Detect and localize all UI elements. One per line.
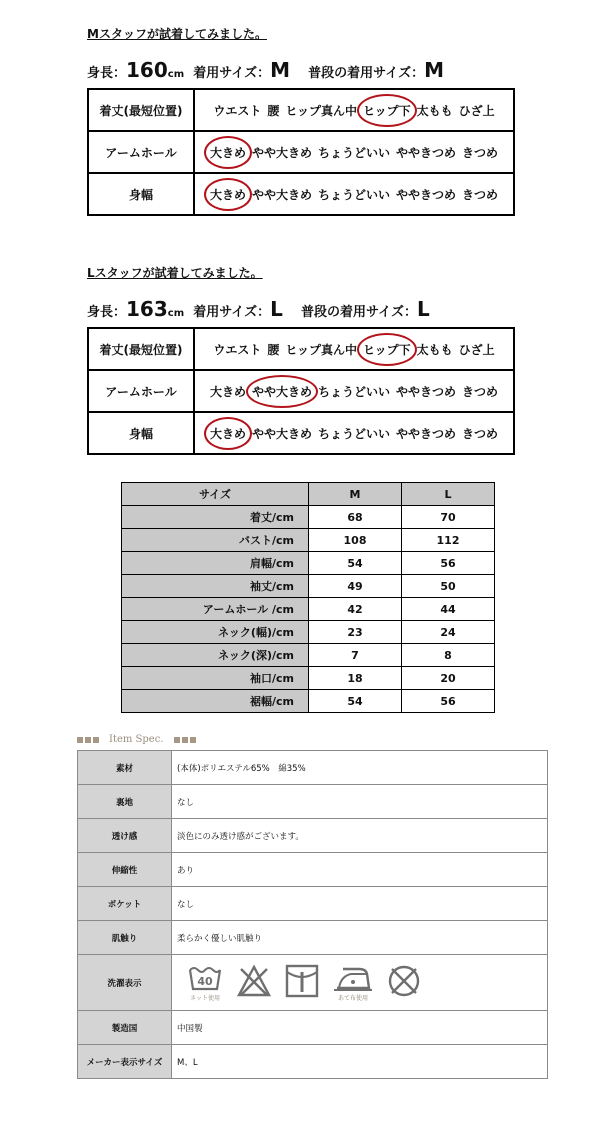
spec-value: なし xyxy=(172,785,548,819)
spec-key: メーカー表示サイズ xyxy=(78,1045,172,1079)
height-label: 身長： xyxy=(87,66,127,81)
fit-option: きつめ xyxy=(462,426,499,441)
item-spec-heading xyxy=(77,734,196,745)
svg-text:40: 40 xyxy=(197,974,213,988)
size-value: L xyxy=(270,297,283,321)
fit-options xyxy=(194,89,514,131)
size-value: 50 xyxy=(402,575,495,598)
fit-option: ウエスト xyxy=(213,342,262,357)
spec-key: 洗濯表示 xyxy=(78,955,172,1011)
options-list xyxy=(195,383,513,400)
size-row xyxy=(122,598,495,621)
size-row-label: ネック(深)/cm xyxy=(122,644,309,667)
spec-value: なし xyxy=(172,887,548,921)
spec-row xyxy=(78,853,548,887)
size-row-label: 着丈/cm xyxy=(122,506,309,529)
no-bleach-icon xyxy=(237,964,271,998)
size-row xyxy=(122,690,495,713)
l-fit-table xyxy=(87,327,515,455)
fit-options xyxy=(194,131,514,173)
fit-row xyxy=(88,412,514,454)
spec-key: 伸縮性 xyxy=(78,853,172,887)
size-header-cell: サイズ xyxy=(122,483,309,506)
size-label: 着用サイズ： xyxy=(193,66,271,81)
spec-key: 製造国 xyxy=(78,1011,172,1045)
spec-row xyxy=(78,785,548,819)
height-unit: cm xyxy=(167,308,185,319)
fit-row xyxy=(88,328,514,370)
fit-option: ややきつめ xyxy=(396,145,457,160)
fit-option: ヒップ真ん中 xyxy=(285,103,357,118)
heading-squares-right xyxy=(174,737,196,743)
size-value: 56 xyxy=(402,690,495,713)
size-label: 着用サイズ： xyxy=(193,305,271,320)
fit-options xyxy=(194,412,514,454)
iron-cloth-icon xyxy=(333,964,373,1002)
spec-row xyxy=(78,1011,548,1045)
fit-options xyxy=(194,173,514,215)
fit-option: 太もも xyxy=(416,103,453,118)
spec-row xyxy=(78,887,548,921)
usual-size-value: M xyxy=(424,58,445,82)
selected-option: 大きめ xyxy=(209,145,246,160)
care-caption: ネット使用 xyxy=(189,994,220,1002)
size-value: 70 xyxy=(402,506,495,529)
spec-row xyxy=(78,955,548,1011)
spec-key: 素材 xyxy=(78,751,172,785)
care-caption: あて布使用 xyxy=(337,994,368,1002)
fit-options xyxy=(194,328,514,370)
fit-row-label: アームホール xyxy=(88,370,194,412)
fit-option: ひざ上 xyxy=(458,342,495,357)
size-value: 23 xyxy=(309,621,402,644)
fit-option: やや大きめ xyxy=(251,426,312,441)
fit-option: ヒップ真ん中 xyxy=(285,342,357,357)
no-dry-clean-icon xyxy=(387,964,421,998)
m-fit-table xyxy=(87,88,515,216)
m-staff-title: Mスタッフが試着してみました。 xyxy=(87,27,267,41)
options-list xyxy=(195,425,513,442)
fit-option: 太もも xyxy=(416,342,453,357)
fit-row-label: 着丈(最短位置) xyxy=(88,89,194,131)
usual-size-label: 普段の着用サイズ： xyxy=(308,66,425,81)
spec-value: あり xyxy=(172,853,548,887)
spec-key: 肌触り xyxy=(78,921,172,955)
size-row xyxy=(122,575,495,598)
size-header-cell: M xyxy=(309,483,402,506)
wash-40-net-icon xyxy=(187,964,223,1002)
size-row-label: ネック(幅)/cm xyxy=(122,621,309,644)
fit-option: ウエスト xyxy=(213,103,262,118)
size-value: M xyxy=(270,58,291,82)
size-value: 112 xyxy=(402,529,495,552)
spec-value: 中国製 xyxy=(172,1011,548,1045)
selected-option: 大きめ xyxy=(209,426,246,441)
spec-row xyxy=(78,1045,548,1079)
height-unit: cm xyxy=(167,69,185,80)
fit-row-label: アームホール xyxy=(88,131,194,173)
size-row xyxy=(122,552,495,575)
options-list xyxy=(195,102,513,119)
size-value: 18 xyxy=(309,667,402,690)
fit-option: ちょうどいい xyxy=(317,426,390,441)
care-icons xyxy=(177,964,547,1002)
size-value: 49 xyxy=(309,575,402,598)
fit-option: ちょうどいい xyxy=(317,187,390,202)
spec-row xyxy=(78,819,548,853)
size-value: 42 xyxy=(309,598,402,621)
fit-options xyxy=(194,370,514,412)
spec-row xyxy=(78,751,548,785)
fit-option: 腰 xyxy=(267,342,280,357)
fit-row xyxy=(88,131,514,173)
size-header-row xyxy=(122,483,495,506)
fit-row-label: 身幅 xyxy=(88,173,194,215)
spec-key: ポケット xyxy=(78,887,172,921)
l-staff-title: Lスタッフが試着してみました。 xyxy=(87,266,263,280)
fit-option: ちょうどいい xyxy=(317,145,390,160)
spec-value: (本体)ポリエステル65% 綿35% xyxy=(172,751,548,785)
selected-option: やや大きめ xyxy=(251,384,312,399)
size-row xyxy=(122,667,495,690)
selected-option: 大きめ xyxy=(209,187,246,202)
size-value: 24 xyxy=(402,621,495,644)
spec-value: 淡色にのみ透け感がございます。 xyxy=(172,819,548,853)
fit-option: きつめ xyxy=(462,145,499,160)
size-value: 44 xyxy=(402,598,495,621)
size-row xyxy=(122,621,495,644)
options-list xyxy=(195,186,513,203)
fit-row xyxy=(88,173,514,215)
size-value: 8 xyxy=(402,644,495,667)
size-row-label: 袖丈/cm xyxy=(122,575,309,598)
spec-value xyxy=(172,955,548,1011)
fit-option: きつめ xyxy=(462,187,499,202)
fit-option: 腰 xyxy=(267,103,280,118)
selected-option: ヒップ下 xyxy=(363,103,411,118)
size-header-cell: L xyxy=(402,483,495,506)
size-value: 20 xyxy=(402,667,495,690)
m-staff-info xyxy=(87,58,444,82)
size-value: 54 xyxy=(309,690,402,713)
height-value: 160 xyxy=(126,58,168,82)
size-row-label: アームホール /cm xyxy=(122,598,309,621)
size-row-label: バスト/cm xyxy=(122,529,309,552)
spec-table xyxy=(77,750,548,1079)
size-value: 56 xyxy=(402,552,495,575)
fit-row-label: 身幅 xyxy=(88,412,194,454)
size-row xyxy=(122,506,495,529)
spec-key: 透け感 xyxy=(78,819,172,853)
fit-option: やや大きめ xyxy=(251,145,312,160)
fit-row xyxy=(88,89,514,131)
usual-size-value: L xyxy=(416,297,430,321)
fit-option: ちょうどいい xyxy=(317,384,390,399)
size-row-label: 肩幅/cm xyxy=(122,552,309,575)
fit-option: ひざ上 xyxy=(458,103,495,118)
options-list xyxy=(195,341,513,358)
fit-option: 大きめ xyxy=(209,384,246,399)
size-value: 54 xyxy=(309,552,402,575)
height-label: 身長： xyxy=(87,305,127,320)
height-value: 163 xyxy=(126,297,168,321)
fit-row xyxy=(88,370,514,412)
hang-dry-icon xyxy=(285,964,319,998)
usual-size-label: 普段の着用サイズ： xyxy=(301,305,417,320)
spec-value: 柔らかく優しい肌触り xyxy=(172,921,548,955)
size-value: 68 xyxy=(309,506,402,529)
fit-option: ややきつめ xyxy=(396,187,457,202)
size-row xyxy=(122,644,495,667)
size-row-label: 袖口/cm xyxy=(122,667,309,690)
fit-option: ややきつめ xyxy=(396,384,457,399)
spec-key: 裏地 xyxy=(78,785,172,819)
spec-value: M、L xyxy=(172,1045,548,1079)
selected-option: ヒップ下 xyxy=(363,342,411,357)
options-list xyxy=(195,144,513,161)
fit-row-label: 着丈(最短位置) xyxy=(88,328,194,370)
fit-option: やや大きめ xyxy=(251,187,312,202)
size-value: 108 xyxy=(309,529,402,552)
size-row xyxy=(122,529,495,552)
fit-option: ややきつめ xyxy=(396,426,457,441)
fit-option: きつめ xyxy=(462,384,499,399)
item-spec-title: Item Spec. xyxy=(109,734,164,745)
size-row-label: 裾幅/cm xyxy=(122,690,309,713)
size-value: 7 xyxy=(309,644,402,667)
spec-row xyxy=(78,921,548,955)
heading-squares-left xyxy=(77,737,99,743)
size-table xyxy=(121,482,495,713)
l-staff-info xyxy=(87,297,430,321)
